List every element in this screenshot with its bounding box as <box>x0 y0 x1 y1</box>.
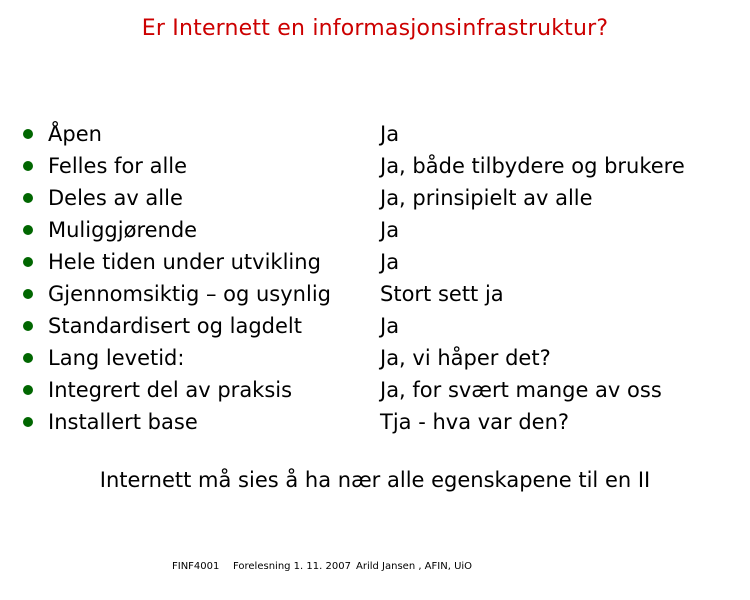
answer-text: Ja, vi håper det? <box>380 346 551 370</box>
list-item <box>0 214 750 246</box>
list-item <box>0 150 750 182</box>
footer-course: FINF4001 <box>172 561 220 572</box>
bullet-icon <box>23 289 33 299</box>
answer-text: Tja - hva var den? <box>380 410 570 434</box>
bullet-icon <box>23 353 33 363</box>
property-label: Gjennomsiktig – og usynlig <box>48 282 331 306</box>
answer-text: Stort sett ja <box>380 282 504 306</box>
list-item <box>0 310 750 342</box>
list-item <box>0 246 750 278</box>
property-label: Integrert del av praksis <box>48 378 293 402</box>
answer-text: Ja <box>380 314 400 338</box>
property-label: Åpen <box>48 122 102 146</box>
bullet-icon <box>23 417 33 427</box>
list-item <box>0 278 750 310</box>
bullet-icon <box>23 129 33 139</box>
bullet-icon <box>23 321 33 331</box>
answer-text: Ja, for svært mange av oss <box>380 378 662 402</box>
bullet-icon <box>23 193 33 203</box>
answer-text: Ja <box>380 250 400 274</box>
property-label: Standardisert og lagdelt <box>48 314 302 338</box>
list-item <box>0 182 750 214</box>
bullet-icon <box>23 225 33 235</box>
answer-text: Ja, både tilbydere og brukere <box>380 154 685 178</box>
bullet-icon <box>23 385 33 395</box>
property-label: Muliggjørende <box>48 218 198 242</box>
property-label: Lang levetid: <box>48 346 185 370</box>
footer-lecture: Forelesning 1. 11. 2007 <box>233 561 351 572</box>
property-label: Deles av alle <box>48 186 183 210</box>
slide-title: Er Internett en informasjonsinfrastruktur? <box>141 16 609 41</box>
list-item <box>0 342 750 374</box>
conclusion-text: Internett må sies å ha nær alle egenskapene til en II <box>99 468 651 492</box>
list-item <box>0 118 750 150</box>
answer-text: Ja <box>380 122 400 146</box>
bullet-icon <box>23 161 33 171</box>
property-label: Installert base <box>48 410 198 434</box>
list-item <box>0 406 750 438</box>
property-label: Hele tiden under utvikling <box>48 250 321 274</box>
answer-text: Ja, prinsipielt av alle <box>380 186 593 210</box>
list-item <box>0 374 750 406</box>
property-list <box>0 118 750 438</box>
footer-author: Arild Jansen , AFIN, UiO <box>356 561 473 572</box>
answer-text: Ja <box>380 218 400 242</box>
property-label: Felles for alle <box>48 154 188 178</box>
bullet-icon <box>23 257 33 267</box>
